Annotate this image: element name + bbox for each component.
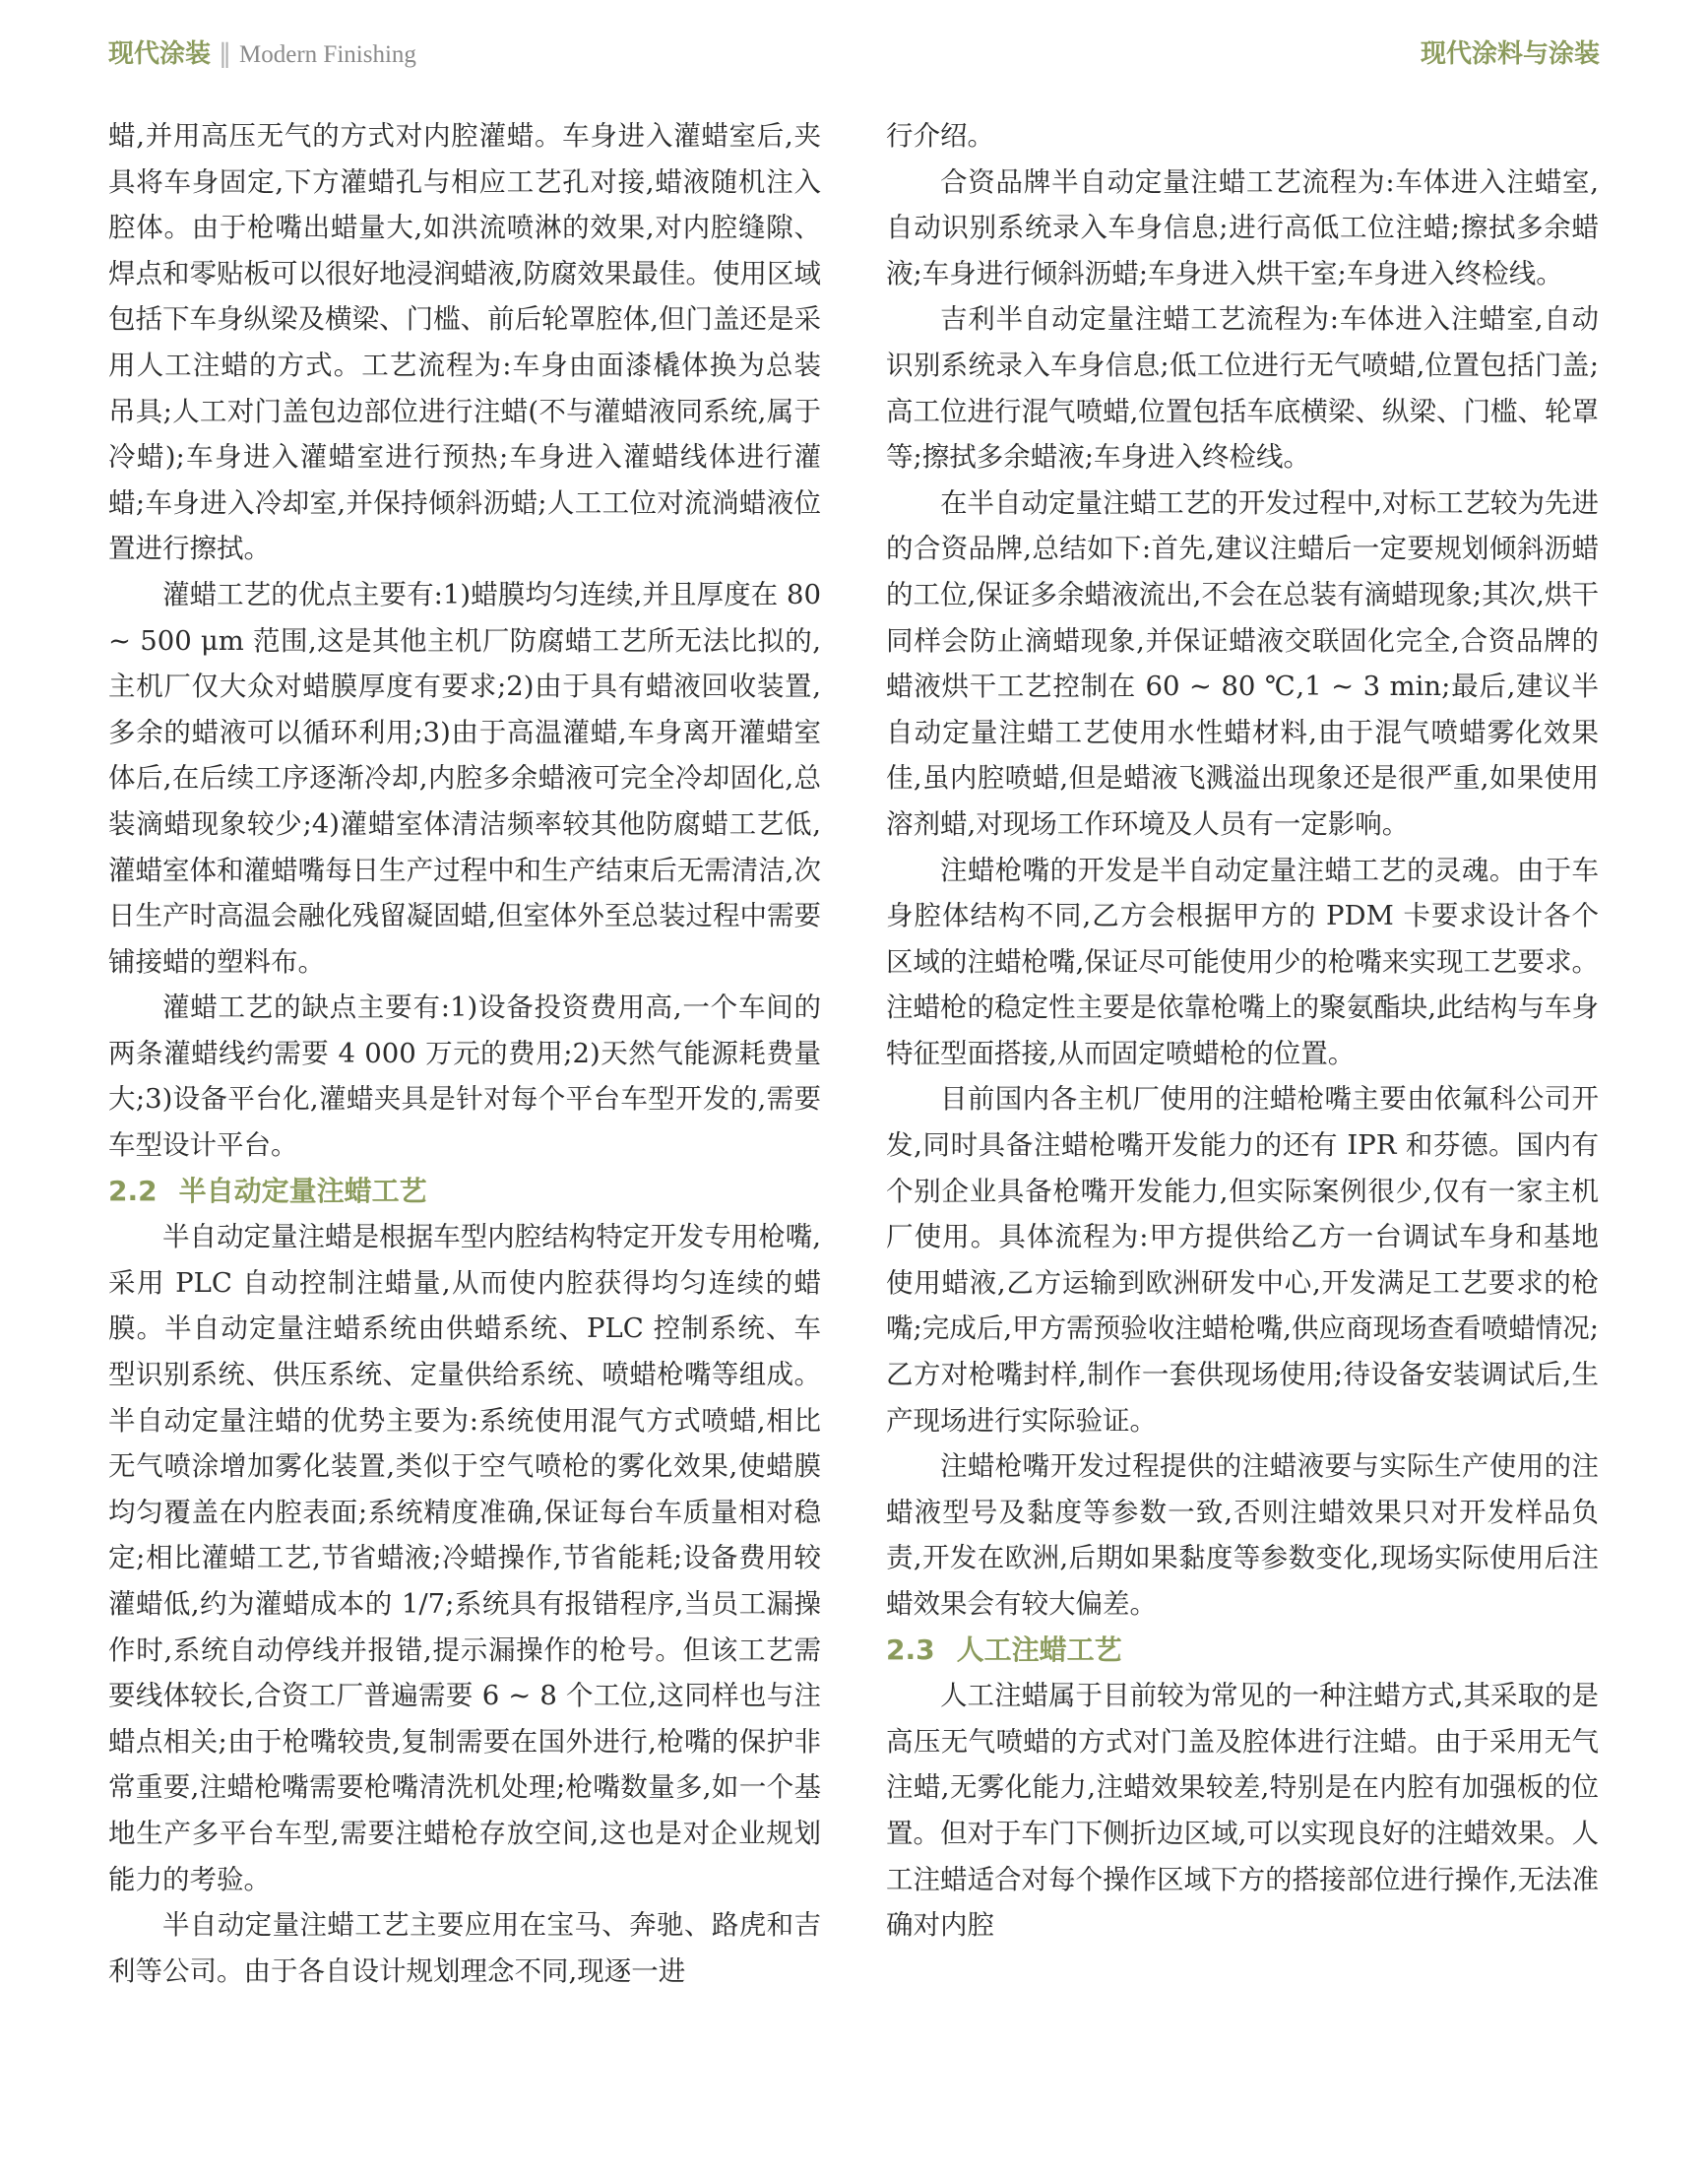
paragraph: 灌蜡工艺的缺点主要有:1)设备投资费用高,一个车间的两条灌蜡线约需要 4 000 万元的费用;2)天然气能源耗费量大;3)设备平台化,灌蜡夹具是针对每个平台车型开发的,需要车型设计平台。 [108, 992, 821, 1162]
paragraph: 行介绍。 [886, 120, 994, 152]
paragraph: 在半自动定量注蜡工艺的开发过程中,对标工艺较为先进的合资品牌,总结如下:首先,建议注蜡后一定要规划倾斜沥蜡的工位,保证多余蜡液流出,不会在总装有滴蜡现象;其次,烘干同样会防止滴蜡现象,并保证蜡液交联固化完全,合资品牌的蜡液烘干工艺控制在 60 ~ 80 ℃,1 ~ 3 min;最后,建议半自动定量注蜡工艺使用水性蜡材料,由于混气喷蜡雾化效果佳,虽内腔喷蜡,但是蜡液飞溅溢出现象还是很严重,如果使用溶剂蜡,对现场工作环境及人员有一定影响。 [886, 486, 1599, 840]
section-heading [108, 1169, 821, 1215]
paragraph: 半自动定量注蜡工艺主要应用在宝马、奔驰、路虎和吉利等公司。由于各自设计规划理念不同,现逐一进 [108, 1909, 821, 1987]
title-separator: ‖ [219, 39, 232, 69]
left-column [108, 113, 821, 1994]
journal-title [108, 33, 416, 70]
journal-title-cn: 现代涂装 [108, 39, 212, 69]
section-heading [886, 1628, 1599, 1674]
paragraph: 人工注蜡属于目前较为常见的一种注蜡方式,其采取的是高压无气喷蜡的方式对门盖及腔体进行注蜡。由于采用无气注蜡,无雾化能力,注蜡效果较差,特别是在内腔有加强板的位置。但对于车门下侧折边区域,可以实现良好的注蜡效果。人工注蜡适合对每个操作区域下方的搭接部位进行操作,无法准确对内腔 [886, 1680, 1599, 1942]
paragraph: 合资品牌半自动定量注蜡工艺流程为:车体进入注蜡室,自动识别系统录入车身信息;进行高低工位注蜡;擦拭多余蜡液;车身进行倾斜沥蜡;车身进入烘干室;车身进入终检线。 [886, 165, 1599, 289]
section-number: 2.3 [886, 1633, 935, 1666]
right-column [886, 113, 1599, 1949]
page-header [0, 0, 1708, 89]
paragraph: 注蜡枪嘴的开发是半自动定量注蜡工艺的灵魂。由于车身腔体结构不同,乙方会根据甲方的 PDM 卡要求设计各个区域的注蜡枪嘴,保证尽可能使用少的枪嘴来实现工艺要求。注蜡枪的稳定性主要是依靠枪嘴上的聚氨酯块,此结构与车身特征型面搭接,从而固定喷蜡枪的位置。 [886, 854, 1599, 1069]
journal-name: 现代涂料与涂装 [1420, 39, 1600, 69]
paragraph: 蜡,并用高压无气的方式对内腔灌蜡。车身进入灌蜡室后,夹具将车身固定,下方灌蜡孔与相应工艺孔对接,蜡液随机注入腔体。由于枪嘴出蜡量大,如洪流喷淋的效果,对内腔缝隙、焊点和零贴板可以很好地浸润蜡液,防腐效果最佳。使用区域包括下车身纵梁及横梁、门槛、前后轮罩腔体,但门盖还是采用人工注蜡的方式。工艺流程为:车身由面漆橇体换为总装吊具;人工对门盖包边部位进行注蜡(不与灌蜡液同系统,属于冷蜡);车身进入灌蜡室进行预热;车身进入灌蜡线体进行灌蜡;车身进入冷却室,并保持倾斜沥蜡;人工工位对流淌蜡液位置进行擦拭。 [108, 120, 821, 565]
section-title: 半自动定量注蜡工艺 [178, 1174, 427, 1207]
paragraph: 注蜡枪嘴开发过程提供的注蜡液要与实际生产使用的注蜡液型号及黏度等参数一致,否则注蜡效果只对开发样品负责,开发在欧洲,后期如果黏度等参数变化,现场实际使用后注蜡效果会有较大偏差。 [886, 1450, 1599, 1620]
paragraph: 目前国内各主机厂使用的注蜡枪嘴主要由依氟科公司开发,同时具备注蜡枪嘴开发能力的还有 IPR 和芬德。国内有个别企业具备枪嘴开发能力,但实际案例很少,仅有一家主机厂使用。具体流程为:甲方提供给乙方一台调试车身和基地使用蜡液,乙方运输到欧洲研发中心,开发满足工艺要求的枪嘴;完成后,甲方需预验收注蜡枪嘴,供应商现场查看喷蜡情况;乙方对枪嘴封样,制作一套供现场使用;待设备安装调试后,生产现场进行实际验证。 [886, 1083, 1599, 1437]
section-number: 2.2 [108, 1174, 158, 1207]
paragraph: 半自动定量注蜡是根据车型内腔结构特定开发专用枪嘴,采用 PLC 自动控制注蜡量,从而使内腔获得均匀连续的蜡膜。半自动定量注蜡系统由供蜡系统、PLC 控制系统、车型识别系统、供压系统、定量供给系统、喷蜡枪嘴等组成。半自动定量注蜡的优势主要为:系统使用混气方式喷蜡,相比无气喷涂增加雾化装置,类似于空气喷枪的雾化效果,使蜡膜均匀覆盖在内腔表面;系统精度准确,保证每台车质量相对稳定;相比灌蜡工艺,节省蜡液;冷蜡操作,节省能耗;设备费用较灌蜡低,约为灌蜡成本的 1/7;系统具有报错程序,当员工漏操作时,系统自动停线并报错,提示漏操作的枪号。但该工艺需要线体较长,合资工厂普遍需要 6 ~ 8 个工位,这同样也与注蜡点相关;由于枪嘴较贵,复制需要在国外进行,枪嘴的保护非常重要,注蜡枪嘴需要枪嘴清洗机处理;枪嘴数量多,如一个基地生产多平台车型,需要注蜡枪存放空间,这也是对企业规划能力的考验。 [108, 1221, 821, 1895]
paragraph: 吉利半自动定量注蜡工艺流程为:车体进入注蜡室,自动识别系统录入车身信息;低工位进行无气喷蜡,位置包括门盖;高工位进行混气喷蜡,位置包括车底横梁、纵梁、门槛、轮罩等;擦拭多余蜡液;车身进入终检线。 [886, 303, 1599, 474]
section-title: 人工注蜡工艺 [956, 1633, 1122, 1666]
journal-title-en: Modern Finishing [239, 41, 416, 68]
paragraph: 灌蜡工艺的优点主要有:1)蜡膜均匀连续,并且厚度在 80 ~ 500 μm 范围,这是其他主机厂防腐蜡工艺所无法比拟的,主机厂仅大众对蜡膜厚度有要求;2)由于具有蜡液回收装置,多余的蜡液可以循环利用;3)由于高温灌蜡,车身离开灌蜡室体后,在后续工序逐渐冷却,内腔多余蜡液可完全冷却固化,总装滴蜡现象较少;4)灌蜡室体清洁频率较其他防腐蜡工艺低,灌蜡室体和灌蜡嘴每日生产过程中和生产结束后无需清洁,次日生产时高温会融化残留凝固蜡,但室体外至总装过程中需要铺接蜡的塑料布。 [108, 578, 821, 978]
